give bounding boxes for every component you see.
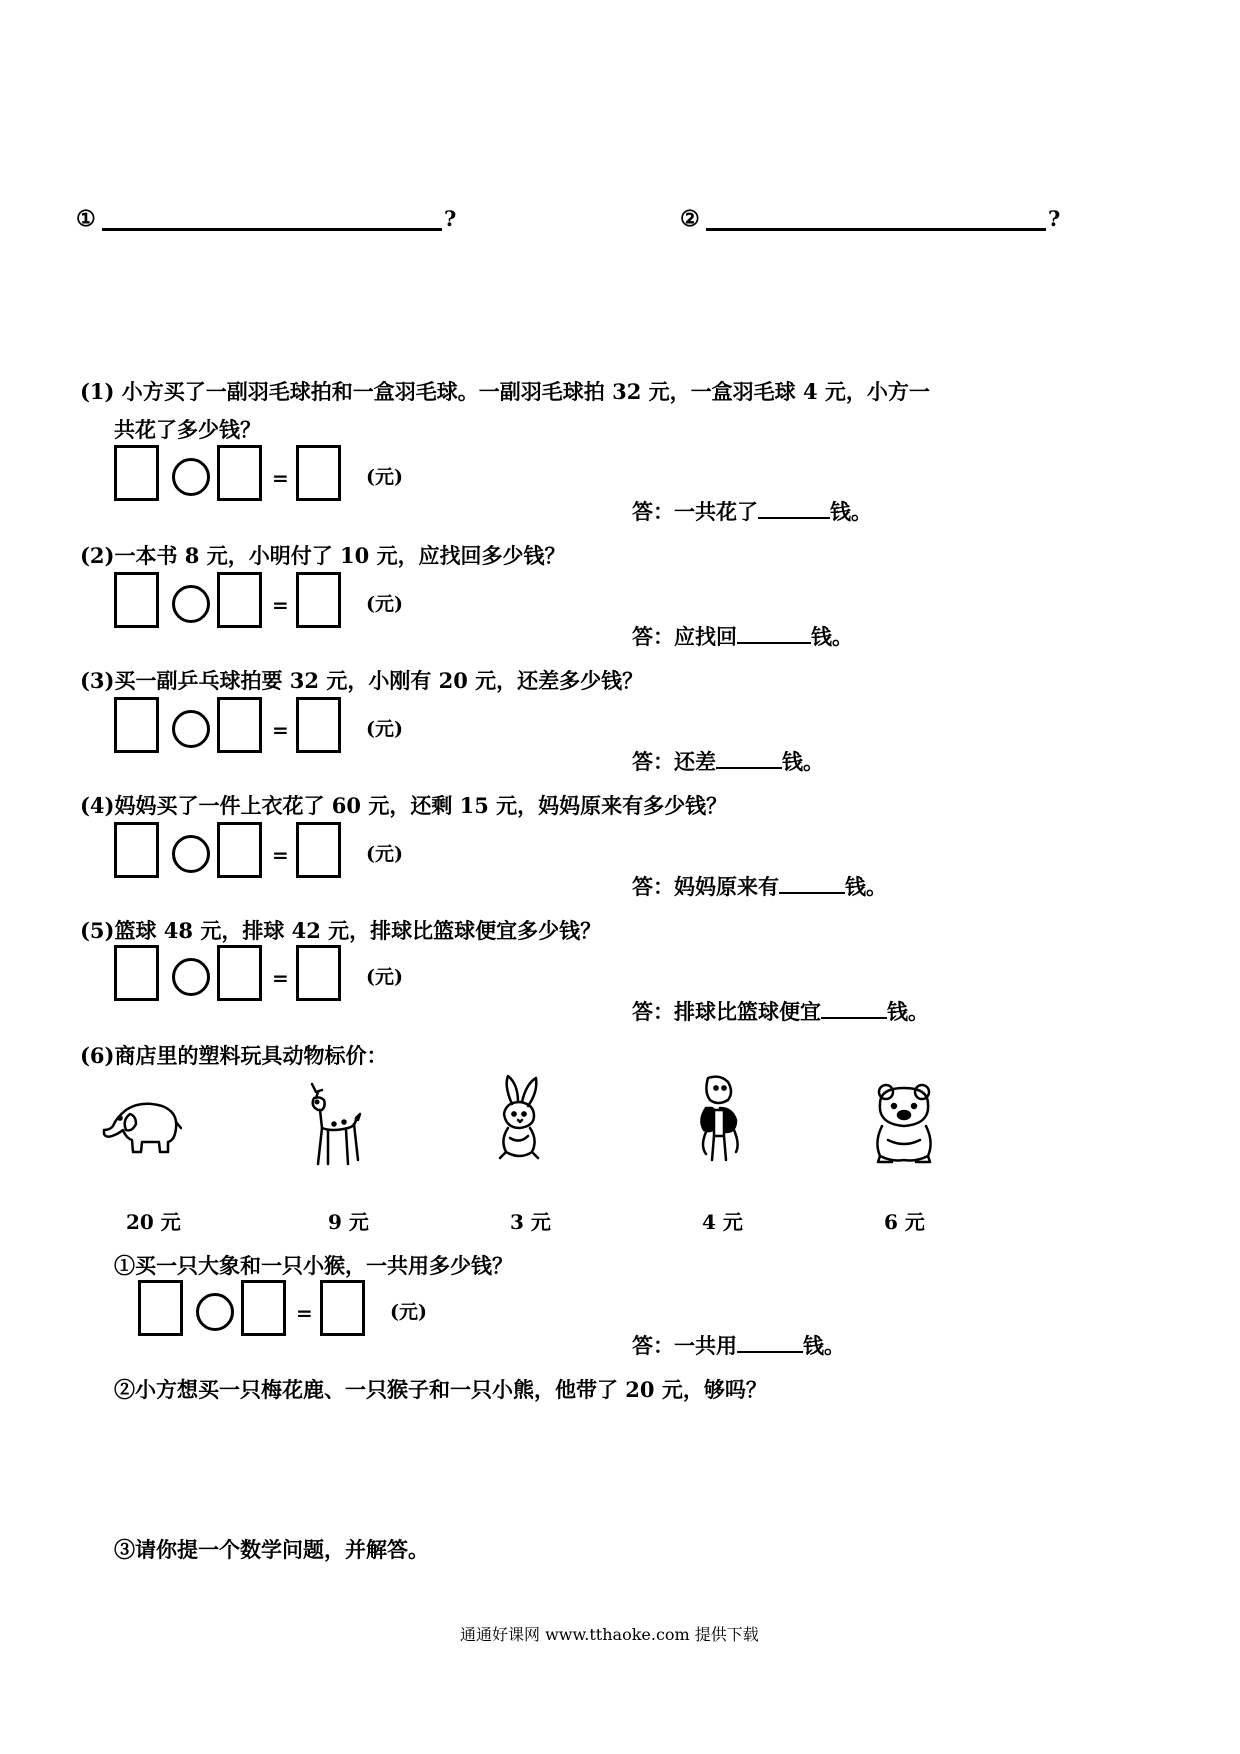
question-marker-1: ① (76, 206, 96, 232)
bear-icon (872, 1082, 936, 1164)
answer-suffix: 钱。 (887, 999, 929, 1024)
problem-2-text: (2)一本书 8 元，小明付了 10 元，应找回多少钱？ (80, 543, 566, 568)
unit-label: (元) (390, 1301, 427, 1323)
result-box[interactable] (296, 445, 341, 501)
number-box[interactable] (138, 1280, 183, 1336)
unit-label: (元) (366, 718, 403, 740)
operator-circle[interactable] (172, 710, 210, 748)
rabbit-icon (490, 1074, 548, 1164)
number-box[interactable] (114, 445, 159, 501)
unit-label: (元) (366, 593, 403, 615)
equals-sign: = (272, 843, 289, 867)
number-box[interactable] (114, 945, 159, 1001)
elephant-icon (96, 1096, 182, 1156)
price-monkey: 4 元 (702, 1210, 743, 1234)
answer-line (632, 496, 872, 526)
deer-icon (304, 1080, 368, 1168)
answer-line-2 (706, 228, 1046, 231)
number-box[interactable] (217, 445, 262, 501)
problem-3-text: (3)买一副乒乓球拍要 32 元，小刚有 20 元，还差多少钱？ (80, 668, 644, 693)
answer-blank[interactable] (737, 622, 811, 644)
problem-1-text: (1) 小方买了一副羽毛球拍和一盒羽毛球。一副羽毛球拍 32 元，一盒羽毛球 4 元，小方一 (80, 379, 930, 404)
answer-blank[interactable] (758, 497, 830, 519)
operator-circle[interactable] (172, 458, 210, 496)
result-box[interactable] (296, 945, 341, 1001)
answer-line (632, 1330, 845, 1360)
answer-line (632, 996, 929, 1026)
sub-question-2: ②小方想买一只梅花鹿、一只猴子和一只小熊，他带了 20 元，够吗？ (114, 1377, 767, 1402)
footer-source: 通通好课网 www.tthaoke.com 提供下载 (460, 1625, 759, 1644)
question-end-2: ? (1048, 206, 1061, 231)
answer-prefix: 答：还差 (632, 749, 716, 774)
price-deer: 9 元 (328, 1210, 369, 1234)
operator-circle[interactable] (172, 835, 210, 873)
problem-1-text-cont: 共花了多少钱？ (114, 417, 261, 442)
equals-sign: = (296, 1301, 313, 1325)
answer-suffix: 钱。 (830, 499, 872, 524)
monkey-icon (692, 1074, 746, 1166)
answer-prefix: 答：一共花了 (632, 499, 758, 524)
number-box[interactable] (217, 822, 262, 878)
sub-question-1: ①买一只大象和一只小猴，一共用多少钱？ (114, 1253, 513, 1278)
answer-line (632, 621, 853, 651)
equals-sign: = (272, 466, 289, 490)
answer-blank[interactable] (737, 1331, 803, 1353)
answer-prefix: 答：排球比篮球便宜 (632, 999, 821, 1024)
equals-sign: = (272, 593, 289, 617)
number-box[interactable] (114, 697, 159, 753)
result-box[interactable] (296, 572, 341, 628)
shop-title: (6)商店里的塑料玩具动物标价： (80, 1043, 388, 1068)
question-end-1: ? (444, 206, 457, 231)
answer-blank[interactable] (779, 872, 845, 894)
result-box[interactable] (296, 822, 341, 878)
question-marker-2: ② (680, 206, 700, 232)
number-box[interactable] (217, 945, 262, 1001)
answer-line (632, 746, 824, 776)
answer-prefix: 答：妈妈原来有 (632, 874, 779, 899)
answer-suffix: 钱。 (845, 874, 887, 899)
unit-label: (元) (366, 966, 403, 988)
answer-suffix: 钱。 (803, 1333, 845, 1358)
sub-question-3: ③请你提一个数学问题，并解答。 (114, 1537, 429, 1562)
answer-suffix: 钱。 (811, 624, 853, 649)
equals-sign: = (272, 966, 289, 990)
number-box[interactable] (114, 822, 159, 878)
answer-line (632, 871, 887, 901)
answer-line-1 (102, 228, 442, 231)
answer-prefix: 答：应找回 (632, 624, 737, 649)
result-box[interactable] (296, 697, 341, 753)
answer-blank[interactable] (821, 997, 887, 1019)
answer-prefix: 答：一共用 (632, 1333, 737, 1358)
equals-sign: = (272, 718, 289, 742)
number-box[interactable] (217, 572, 262, 628)
problem-4-text: (4)妈妈买了一件上衣花了 60 元，还剩 15 元，妈妈原来有多少钱？ (80, 793, 728, 818)
answer-blank[interactable] (716, 747, 782, 769)
result-box[interactable] (320, 1280, 365, 1336)
number-box[interactable] (217, 697, 262, 753)
number-box[interactable] (114, 572, 159, 628)
number-box[interactable] (241, 1280, 286, 1336)
answer-suffix: 钱。 (782, 749, 824, 774)
unit-label: (元) (366, 466, 403, 488)
operator-circle[interactable] (196, 1293, 234, 1331)
price-elephant: 20 元 (126, 1210, 181, 1234)
operator-circle[interactable] (172, 958, 210, 996)
price-bear: 6 元 (884, 1210, 925, 1234)
price-rabbit: 3 元 (510, 1210, 551, 1234)
problem-5-text: (5)篮球 48 元，排球 42 元，排球比篮球便宜多少钱？ (80, 918, 602, 943)
unit-label: (元) (366, 843, 403, 865)
operator-circle[interactable] (172, 585, 210, 623)
